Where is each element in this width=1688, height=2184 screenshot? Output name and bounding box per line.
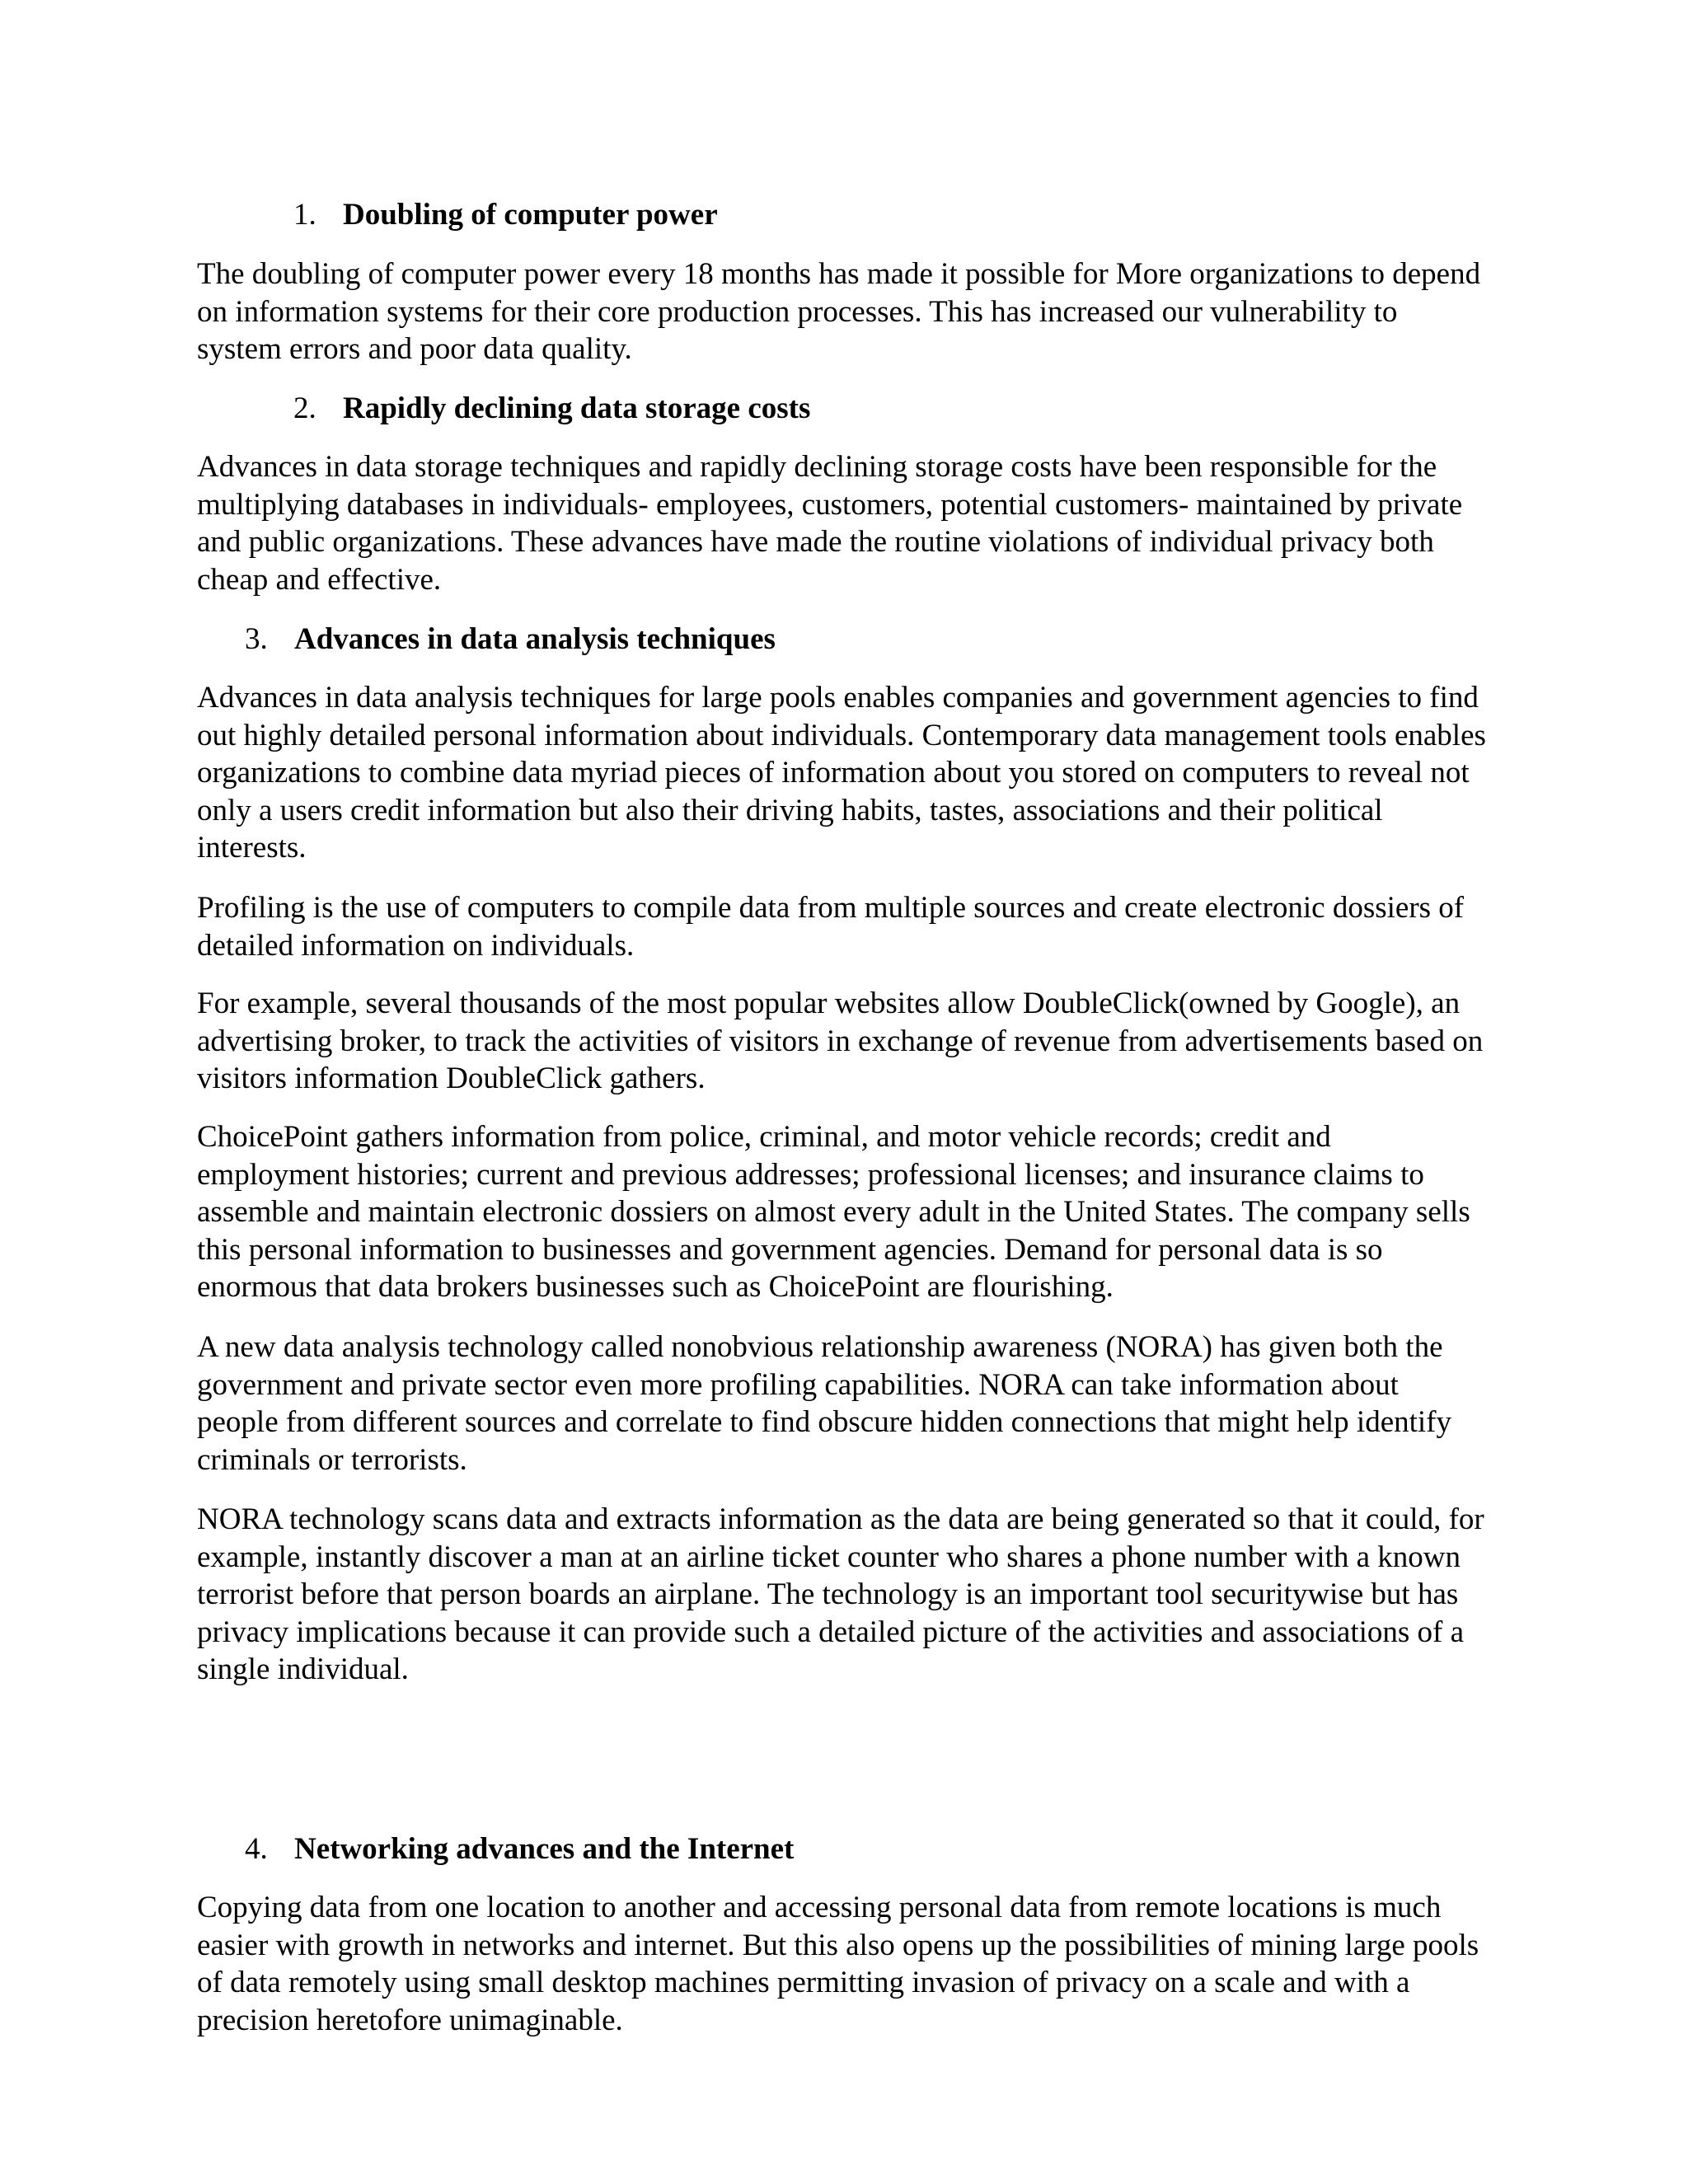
paragraph-line: NORA technology scans data and extracts information as the data are being generated so that it could, for (197, 1502, 1484, 1536)
paragraph-line: enormous that data brokers businesses such as ChoicePoint are flourishing. (197, 1270, 1114, 1305)
paragraph-line: precision heretofore unimaginable. (197, 2003, 623, 2037)
paragraph-line: visitors information DoubleClick gathers. (197, 1062, 706, 1096)
paragraph-line: system errors and poor data quality. (197, 332, 632, 367)
section-4-title: Networking advances and the Internet (294, 1832, 795, 1866)
section-1-heading (293, 196, 718, 234)
section-1-paragraph-1 (197, 255, 1590, 368)
paragraph-line: of data remotely using small desktop machines permitting invasion of privacy on a scale and with a (197, 1966, 1410, 2000)
paragraph-line: assemble and maintain electronic dossiers on almost every adult in the United States. The company sells (197, 1195, 1470, 1230)
paragraph-line: Advances in data analysis techniques for large pools enables companies and government agencies to find (197, 681, 1479, 715)
paragraph-line: Advances in data storage techniques and rapidly declining storage costs have been responsible for the (197, 450, 1437, 484)
section-3-title: Advances in data analysis techniques (294, 622, 776, 656)
paragraph-line: privacy implications because it can provide such a detailed picture of the activities and associations of a (197, 1615, 1465, 1649)
paragraph-line: Profiling is the use of computers to compile data from multiple sources and create electronic dossiers of (197, 891, 1465, 925)
paragraph-line: employment histories; current and previous addresses; professional licenses; and insurance claims to (197, 1157, 1424, 1192)
paragraph-line: and public organizations. These advances have made the routine violations of individual privacy both (197, 525, 1434, 560)
paragraph-line: people from different sources and correlate to find obscure hidden connections that might help identify (197, 1405, 1452, 1440)
section-3-heading (245, 621, 776, 658)
paragraph-line: single individual. (197, 1652, 409, 1687)
paragraph-line: interests. (197, 831, 307, 865)
section-4-number: 4. (245, 1832, 268, 1866)
paragraph-line: advertising broker, to track the activities of visitors in exchange of revenue from advertisements based on (197, 1024, 1484, 1058)
section-3-paragraph-2 (197, 889, 1590, 964)
paragraph-line: easier with growth in networks and internet. But this also opens up the possibilities of mining large pools (197, 1928, 1479, 1962)
paragraph-line: out highly detailed personal information about individuals. Contemporary data management tools enables (197, 718, 1486, 752)
section-2-title: Rapidly declining data storage costs (343, 391, 811, 425)
section-4-paragraph-1 (197, 1889, 1590, 2039)
section-1-number: 1. (293, 198, 316, 232)
paragraph-line: on information systems for their core production processes. This has increased our vulnerability to (197, 294, 1398, 329)
paragraph-line: only a users credit information but also their driving habits, tastes, associations and their political (197, 793, 1383, 827)
section-3-paragraph-4 (197, 1118, 1590, 1306)
section-3-paragraph-3 (197, 985, 1590, 1098)
paragraph-line: organizations to combine data myriad pieces of information about you stored on computers to reveal not (197, 756, 1470, 790)
paragraph-line: multiplying databases in individuals- employees, customers, potential customers- maintained by private (197, 487, 1463, 522)
paragraph-line: this personal information to businesses and government agencies. Demand for personal data is so (197, 1232, 1383, 1267)
paragraph-line: The doubling of computer power every 18 months has made it possible for More organizations to depend (197, 257, 1481, 291)
section-2-number: 2. (293, 391, 316, 425)
paragraph-line: cheap and effective. (197, 562, 442, 597)
paragraph-line: Copying data from one location to another and accessing personal data from remote locations is much (197, 1891, 1442, 1924)
section-3-number: 3. (245, 622, 268, 656)
section-3-paragraph-6 (197, 1501, 1590, 1689)
section-1-title: Doubling of computer power (343, 198, 718, 232)
paragraph-line: terrorist before that person boards an airplane. The technology is an important tool securitywise but has (197, 1577, 1459, 1612)
paragraph-line: detailed information on individuals. (197, 928, 635, 963)
paragraph-line: A new data analysis technology called nonobvious relationship awareness (NORA) has given both the (197, 1330, 1443, 1364)
paragraph-line: example, instantly discover a man at an airline ticket counter who shares a phone number with a known (197, 1540, 1461, 1574)
paragraph-line: ChoicePoint gathers information from police, criminal, and motor vehicle records; credit and (197, 1120, 1331, 1154)
section-2-paragraph-1 (197, 448, 1590, 598)
paragraph-line: government and private sector even more profiling capabilities. NORA can take information about (197, 1367, 1399, 1402)
paragraph-line: For example, several thousands of the most popular websites allow DoubleClick(owned by Google), an (197, 987, 1461, 1020)
section-3-paragraph-5 (197, 1329, 1590, 1479)
section-3-paragraph-1 (197, 679, 1590, 867)
section-2-heading (293, 390, 810, 428)
paragraph-line: criminals or terrorists. (197, 1442, 467, 1477)
section-4-heading (245, 1830, 794, 1868)
